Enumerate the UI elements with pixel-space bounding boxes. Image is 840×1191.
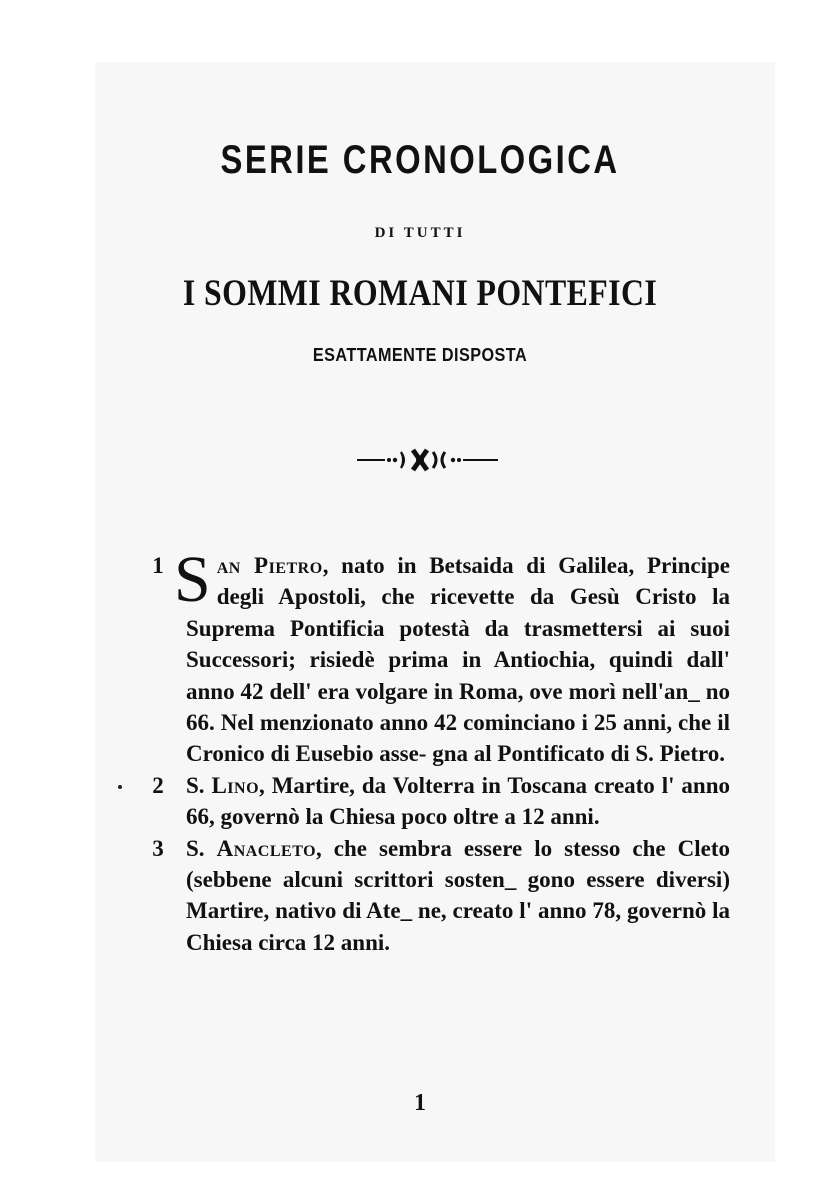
list-item — [140, 833, 730, 959]
entry-name: Lino — [211, 772, 260, 798]
entry-text: , Martire, da Volterra in Toscana creato l' anno 66, governò la Chiesa poco oltre a 12 anni. — [186, 772, 730, 830]
entry-text: , che sembra essere lo stesso che Cleto (sebbene alcuni scrittori sosten_ gono essere diversi) Martire, nativo di Ate_ ne, creato l' anno 78, governò la Chiesa circa 12 anni. — [186, 835, 730, 955]
entry-number: 3 — [152, 835, 164, 861]
margin-mark — [118, 785, 122, 789]
entry-prefix: S. — [186, 772, 212, 798]
page-number: 1 — [414, 1090, 426, 1116]
entry-text: , nato in Betsaida di Galilea, Principe degli Apostoli, che ricevette da Gesù Cristo la Suprema Pontificia potestà da trasmettersi ai suoi Successori; risiedè prima in Antiochia, quindi dall' anno 42 dell' era volgare in Roma, ove morì nell'an_ no 66. Nel menzionato anno 42 cominciano i 25 anni, che il Cronico di Eusebio asse- gna al Pontificato di S. Pietro. — [186, 553, 731, 767]
entry-prefix: S. — [186, 835, 217, 861]
entry-name: an Pietro — [216, 553, 323, 578]
title-subtitle: DI TUTTI — [374, 225, 466, 241]
pope-list — [140, 543, 731, 958]
list-item — [140, 543, 731, 770]
entry-name: Anacleto — [216, 835, 317, 861]
drop-cap: S — [174, 543, 211, 616]
entry-number: 2 — [152, 772, 164, 798]
title-main-heading: I SOMMI ROMANI PONTEFICI — [182, 273, 658, 314]
page-title: SERIE CRONOLOGICA — [220, 138, 620, 182]
fleuron-ornament-icon — [355, 444, 500, 474]
entry-number: 1 — [152, 553, 164, 578]
list-item — [140, 770, 730, 833]
title-small-caption: ESATTAMENTE DISPOSTA — [312, 345, 528, 365]
